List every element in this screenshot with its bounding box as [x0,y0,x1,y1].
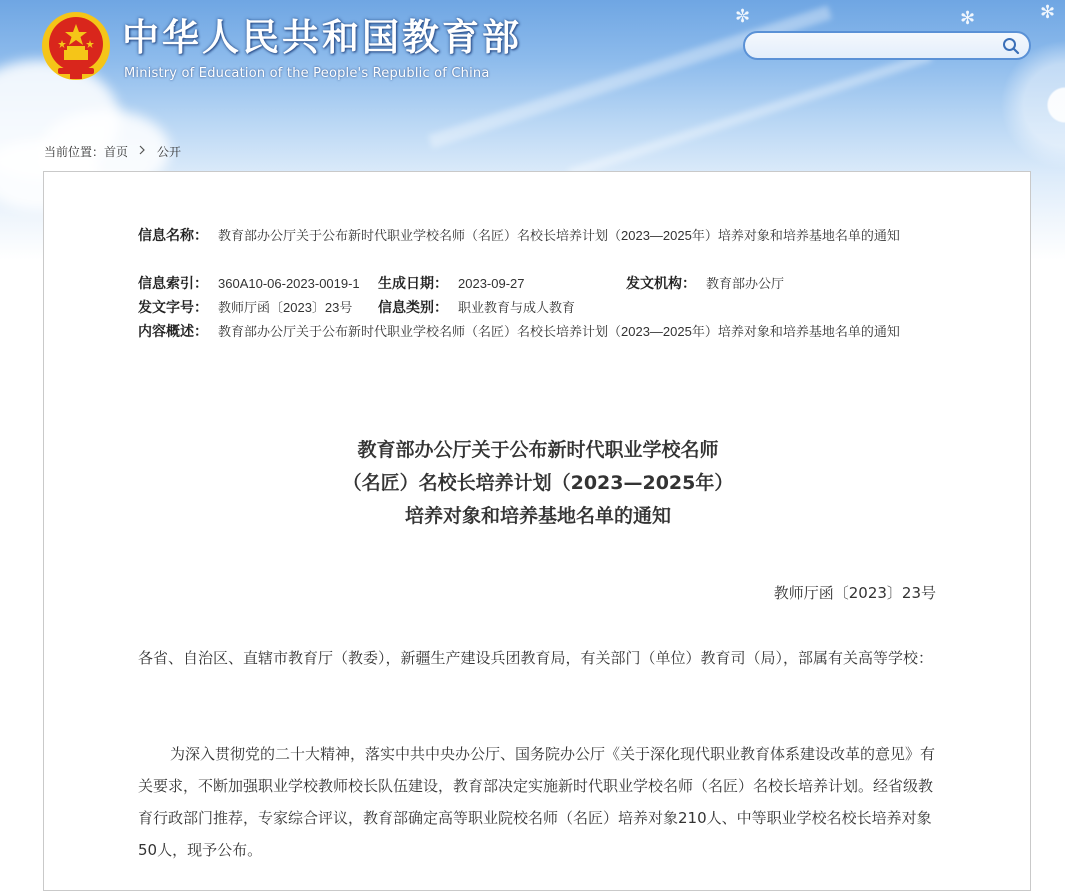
chevron-right-icon [139,145,146,155]
info-name-value: 教育部办公厅关于公布新时代职业学校名师（名匠）名校长培养计划（2023—2025年）培养对象和培养基地名单的通知 [218,228,900,243]
info-date-value: 2023-09-27 [458,276,525,291]
info-summary-row [138,320,938,368]
magnifier-icon[interactable] [1002,37,1020,55]
info-summary-value: 教育部办公厅关于公布新时代职业学校名师（名匠）名校长培养计划（2023—2025年）培养对象和培养基地名单的通知 [218,324,900,339]
document-title-line: 培养对象和培养基地名单的通知 [404,505,671,527]
body-paragraph-addressees: 各省、自治区、直辖市教育厅（教委），新疆生产建设兵团教育局，有关部门（单位）教育司（局），部属有关高等学校： [138,649,934,667]
search-box [743,31,1031,60]
seed-decoration: ✻ [960,8,976,29]
site-title: 中华人民共和国教育部 [122,16,522,59]
breadcrumb [44,143,181,160]
info-issuer-label: 发文机构： [626,276,696,292]
seed-decoration: ✼ [735,6,751,27]
info-name-row [138,224,938,272]
info-category-label: 信息类别： [378,300,448,316]
national-emblem-icon [40,10,112,82]
info-docno-value: 教师厅函〔2023〕23号 [218,300,353,315]
document-number: 教师厅函〔2023〕23号 [773,584,936,602]
info-date-label: 生成日期： [378,276,448,292]
content-panel [43,171,1031,891]
info-docno-row [138,296,938,320]
seed-decoration: ✻ [1040,2,1056,23]
breadcrumb-prefix: 当前位置： [44,145,105,159]
info-name-label: 信息名称： [138,228,208,244]
search-input[interactable] [757,33,1001,60]
info-metadata [138,224,938,368]
info-index-row [138,272,938,296]
breadcrumb-home-link[interactable]: 首页 [104,145,129,159]
document-title-line: 教育部办公厅关于公布新时代职业学校名师 [357,439,719,461]
document-title [44,434,1032,533]
body-paragraph-main: 为深入贯彻党的二十大精神，落实中共中央办公厅、国务院办公厅《关于深化现代职业教育体系建设改革的意见》有关要求，不断加强职业学校教师校长队伍建设，教育部决定实施新时代职业学校名师（名匠）名校长培养计划。经省级教育行政部门推荐，专家综合评议，教育部确定高等职业院校名师（名匠）培养对象210人、中等职业学校名校长培养对象50人，现予公布。 [138,745,936,859]
site-subtitle: Ministry of Education of the People's Republic of China [124,66,490,81]
info-summary-label: 内容概述： [138,324,208,340]
light-streak-decoration [568,52,932,179]
info-issuer-value: 教育部办公厅 [706,276,785,291]
info-index-label: 信息索引： [138,276,208,292]
document-title-line: （名匠）名校长培养计划（2023—2025年） [342,472,734,494]
breadcrumb-public-link[interactable]: 公开 [157,145,182,159]
info-index-value: 360A10-06-2023-0019-1 [218,276,360,291]
info-category-value: 职业教育与成人教育 [458,300,576,315]
info-docno-label: 发文字号： [138,300,208,316]
